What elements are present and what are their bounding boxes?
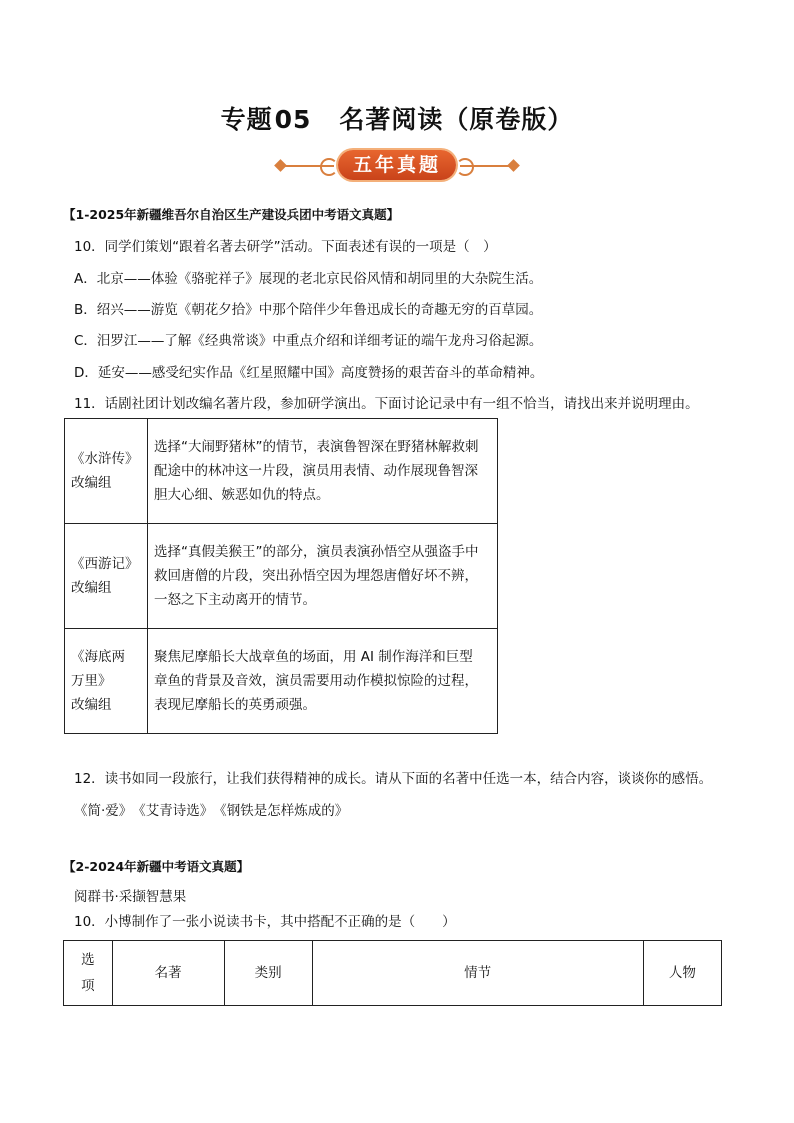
group-line: 改编组 bbox=[71, 475, 112, 491]
q11-table bbox=[64, 418, 498, 734]
header-type: 类别 bbox=[224, 941, 312, 1006]
content-line: 选择“真假美猴王”的部分，演员表演孙悟空从强盗手中 bbox=[154, 544, 479, 560]
group-line: 《水浒传》 bbox=[71, 451, 139, 467]
page-title bbox=[0, 100, 794, 136]
table-cell-content bbox=[148, 524, 498, 629]
table-cell-group bbox=[65, 629, 148, 734]
content-line: 章鱼的背景及音效，演员需要用动作模拟惊险的过程， bbox=[154, 673, 478, 689]
q10-option-c: C．汨罗江——了解《经典常谈》中重点介绍和详细考证的端午龙舟习俗起源。 bbox=[74, 333, 543, 349]
q10-option-a: A．北京——体验《骆驼祥子》展现的老北京民俗风情和胡同里的大杂院生活。 bbox=[74, 271, 543, 287]
banner-label: 五年真题 bbox=[338, 150, 456, 180]
section-banner bbox=[276, 150, 518, 182]
q11-stem: 11．话剧社团计划改编名著片段，参加研学演出。下面讨论记录中有一组不恰当，请找出来并说明理由。 bbox=[74, 396, 699, 412]
group-line: 改编组 bbox=[71, 580, 112, 596]
title-number: 05 bbox=[274, 105, 312, 134]
header-option-line: 项 bbox=[81, 978, 95, 994]
header-option bbox=[64, 941, 113, 1006]
title-prefix: 专题 bbox=[220, 105, 273, 134]
header-option-line: 选 bbox=[81, 952, 95, 968]
q10-card-table bbox=[63, 940, 722, 1006]
table-cell-content bbox=[148, 419, 498, 524]
section1-heading: 【1-2025年新疆维吾尔自治区生产建设兵团中考语文真题】 bbox=[63, 207, 400, 222]
content-line: 选择“大闹野猪林”的情节，表演鲁智深在野猪林解救刺 bbox=[154, 439, 479, 455]
table-row bbox=[65, 524, 498, 629]
content-line: 聚焦尼摩船长大战章鱼的场面，用 AI 制作海洋和巨型 bbox=[154, 649, 473, 665]
q10-option-d: D．延安——感受纪实作品《红星照耀中国》高度赞扬的艰苦奋斗的革命精神。 bbox=[74, 365, 544, 381]
table-cell-group bbox=[65, 419, 148, 524]
content-line: 救回唐僧的片段，突出孙悟空因为埋怨唐僧好坏不辨， bbox=[154, 568, 478, 584]
group-line: 改编组 bbox=[71, 697, 112, 713]
content-line: 一怒之下主动离开的情节。 bbox=[154, 592, 316, 608]
table-cell-content bbox=[148, 629, 498, 734]
s2-q10-stem: 10．小博制作了一张小说读书卡，其中搭配不正确的是（ ） bbox=[74, 914, 456, 930]
section2-heading: 【2-2024年新疆中考语文真题】 bbox=[63, 859, 250, 874]
header-plot: 情节 bbox=[312, 941, 643, 1006]
group-line: 《西游记》 bbox=[71, 556, 139, 572]
q12-stem: 12．读书如同一段旅行，让我们获得精神的成长。请从下面的名著中任选一本，结合内容，谈谈你的感悟。 bbox=[74, 771, 713, 787]
banner-diamond-icon bbox=[507, 159, 520, 172]
header-name: 名著 bbox=[112, 941, 224, 1006]
q10-stem: 10．同学们策划“跟着名著去研学”活动。下面表述有误的一项是（ ） bbox=[74, 239, 497, 255]
group-line: 《海底两 bbox=[71, 649, 125, 665]
group-line: 万里》 bbox=[71, 673, 112, 689]
table-cell-group bbox=[65, 524, 148, 629]
banner-swirl-icon bbox=[320, 158, 338, 176]
q12-books: 《简·爱》 《艾青诗选》 《钢铁是怎样炼成的》 bbox=[74, 803, 349, 819]
q10-option-b: B．绍兴——游览《朝花夕拾》中那个陪伴少年鲁迅成长的奇趣无穷的百草园。 bbox=[74, 302, 543, 318]
banner-divider bbox=[460, 165, 512, 167]
banner-swirl-icon bbox=[456, 158, 474, 176]
content-line: 配途中的林冲这一片段，演员用表情、动作展现鲁智深 bbox=[154, 463, 478, 479]
header-character: 人物 bbox=[643, 941, 721, 1006]
table-row bbox=[65, 629, 498, 734]
title-main: 名著阅读（原卷版） bbox=[339, 105, 574, 134]
content-line: 表现尼摩船长的英勇顽强。 bbox=[154, 697, 316, 713]
section2-subheading: 阅群书·采撷智慧果 bbox=[74, 889, 187, 905]
content-line: 胆大心细、嫉恶如仇的特点。 bbox=[154, 487, 330, 503]
table-row bbox=[65, 419, 498, 524]
table-header-row bbox=[64, 941, 722, 1006]
